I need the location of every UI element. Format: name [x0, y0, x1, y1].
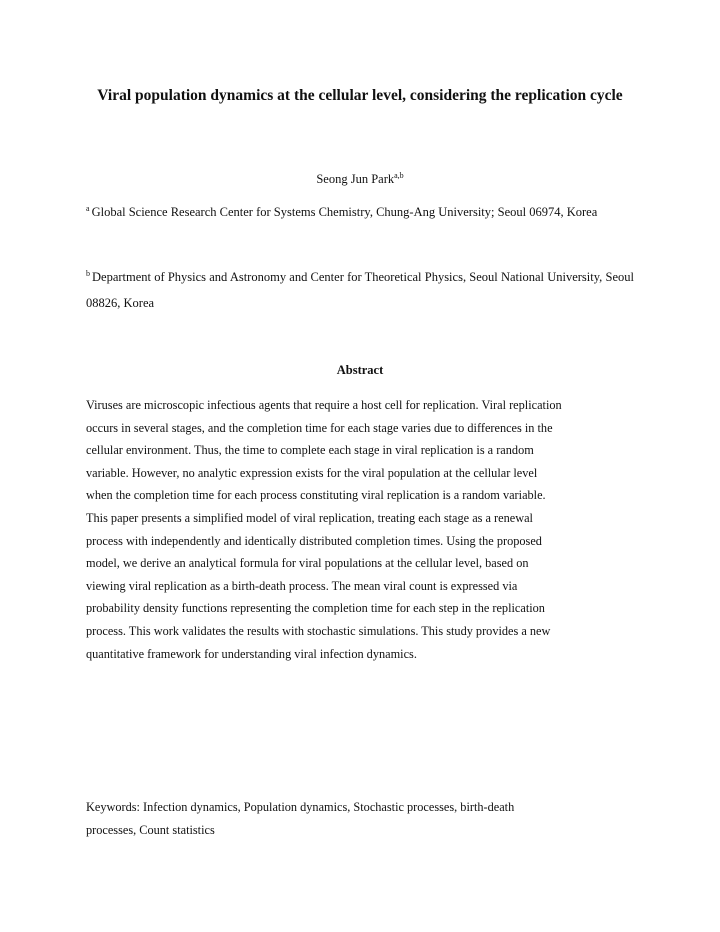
- abstract-body: [86, 394, 634, 665]
- abstract-line: variable. However, no analytic expression exists for the viral population at the cellular level: [86, 465, 538, 480]
- abstract-line: quantitative framework for understanding viral infection dynamics.: [86, 646, 417, 661]
- keywords-line: processes, Count statistics: [86, 822, 215, 837]
- abstract-line: viewing viral replication as a birth-death process. The mean viral count is expressed via: [86, 578, 518, 593]
- abstract-line: occurs in several stages, and the completion time for each stage varies due to differences in the: [86, 420, 553, 435]
- abstract-line: when the completion time for each process constituting viral replication is a random variable.: [86, 488, 546, 503]
- affiliation-b-text: Department of Physics and Astronomy and Center for Theoretical Physics, Seoul National University, Seoul 08826, Korea: [86, 270, 634, 310]
- author-name: Seong Jun Park: [316, 172, 395, 186]
- affiliation-b: [86, 264, 634, 316]
- paper-title: Viral population dynamics at the cellular level, considering the replication cycle: [97, 87, 623, 104]
- abstract-line: process. This work validates the results with stochastic simulations. This study provides a new: [86, 623, 551, 638]
- keywords-line: Keywords: Infection dynamics, Population dynamics, Stochastic processes, birth-death: [86, 800, 515, 814]
- abstract-heading: Abstract: [336, 363, 384, 377]
- author-affiliation-marks: a,b: [394, 171, 404, 180]
- keywords: [86, 796, 634, 841]
- abstract-line: Viruses are microscopic infectious agents that require a host cell for replication. Viral replication: [86, 398, 562, 412]
- author-line: [86, 170, 634, 188]
- affiliation-a-mark: a: [86, 204, 90, 213]
- abstract-line: cellular environment. Thus, the time to complete each stage in viral replication is a random: [86, 443, 534, 458]
- abstract-line: model, we derive an analytical formula for viral populations at the cellular level, based on: [86, 556, 529, 571]
- abstract-line: This paper presents a simplified model of viral replication, treating each stage as a renewal: [86, 510, 533, 525]
- affiliation-a: [86, 199, 634, 225]
- abstract-line: probability density functions representing the completion time for each step in the replication: [86, 601, 545, 616]
- affiliation-b-mark: b: [86, 269, 90, 278]
- affiliation-a-text: Global Science Research Center for Systems Chemistry, Chung-Ang University; Seoul 06974, Korea: [91, 205, 598, 219]
- abstract-line: process with independently and identically distributed completion times. Using the proposed: [86, 533, 542, 548]
